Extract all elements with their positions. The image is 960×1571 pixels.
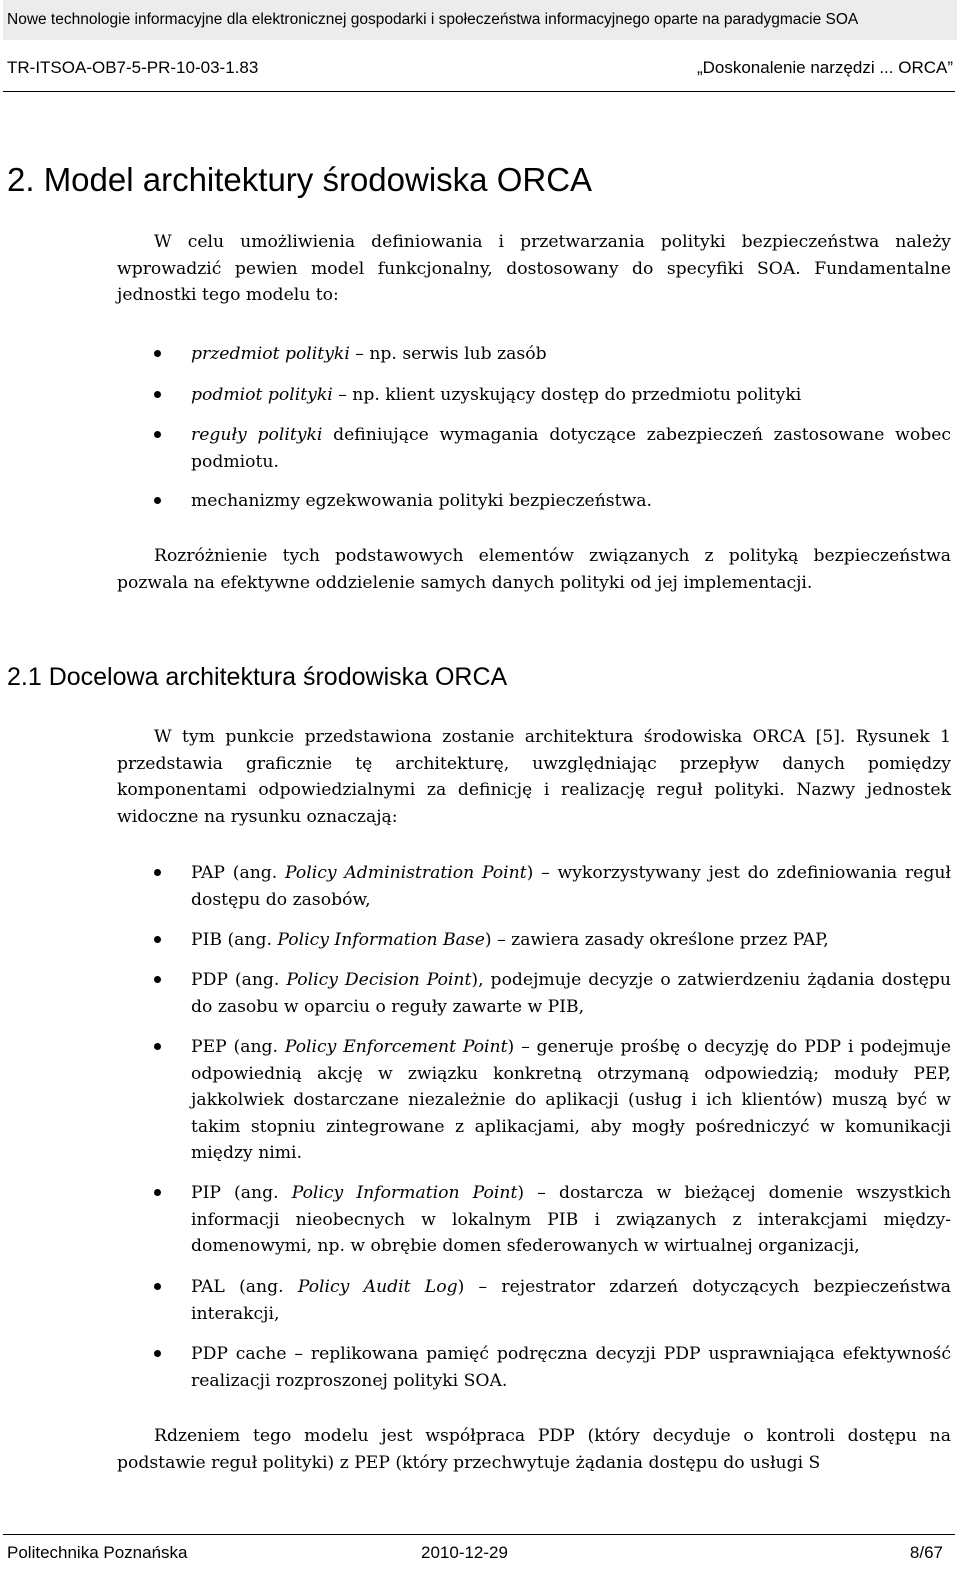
- unit-desc: – np. klient uzyskujący dostęp do przedmiotu polityki: [332, 385, 802, 405]
- document-page: Nowe technologie informacyjne dla elektronicznej gospodarki i społeczeństwa informacyjnego oparte na paradygmacie SOA TR-ITSOA-OB7-5-PR-10-03-1.83 „Doskonalenie narzędzi ... ORCA” 2. Model architektury środowiska ORCA W celu umożliwienia definiowania i przetwarzania polityki bezpieczeństwa należy wprowadzić pewien model funkcjonalny, dostosowany do specyfiki SOA. Fundamentalne jednostki tego modelu to: przedmiot polityki – np. serwis lub zasób podmiot polityki – np. klient uzyskujący dostęp do przedmiotu polityki reguły polityki definiujące wymagania dotyczące zabezpieczeń zastosowane wobec podmiotu. mechanizmy egzekwowania polityki bezpieczeństwa. Rozróżnienie tych podstawowych elementów związanych z polityką bezpieczeństwa pozwala na efektywne oddzielenie samych danych polityki od jej implementacji. 2.1 Docelowa architektura środowiska ORCA W tym punkcie przedstawiona zostanie architektura środowiska ORCA [5]. Rysunek 1 przedstawia graficznie tę architekturę, uwzględniając przepływ danych pomiędzy komponentami odpowiedzialnymi za definicję i realizację reguł polityki. Nazwy jednostek widoczne na rysunku oznaczają: PAP (ang. Policy Administration Point) – wykorzystywany jest do zdefiniowania reguł dostępu do zasobów, PIB (ang. Policy Information Base) – zawiera zasady określone przez PAP, PDP (ang. Policy Decision Point), podejmuje decyzje o zatwierdzeniu żądania dostępu do zasobu w oparciu o reguły zawarte w PIB, PEP (ang. Policy Enforcement Point) – generuje prośbę o decyzję do PDP i podejmuje odpowiednią akcję w związku konkretną otrzymaną odpowiedzią; moduły PEP, jakkolwiek dostarczane niezależnie do aplikacji (usług i ich klientów) muszą być w takim stopniu zintegrowane z aplikacjami, aby mogły pośredniczyć w komunikacji między nimi. PIP (ang. Policy Information Point) – dostarcza w bieżącej domenie wszystkich informacji nieobecnych w lokalnym PIB i związanych z interakcjami między-domenowymi, np. w obrębie domen sfederowanych w wirtualnej organizacji, PAL (ang. Policy Audit Log) – rejestrator zdarzeń dotyczących bezpieczeństwa interakcji, PDP cache – replikowana pamięć podręczna decyzji PDP usprawniająca efektywność realizacji rozproszonej polityki SOA. Rdzeniem tego modelu jest współpraca PDP (który decyduje o kontroli dostępu na podstawie reguł polityki) z PEP (który przechwytuje żądania dostępu do usługi S Politechnika Poznańska 2010-12-29 8/67: [0, 0, 960, 1571]
- section-summary: Rozróżnienie tych podstawowych elementów związanych z polityką bezpieczeństwa pozwala na efektywne oddzielenie samych danych polityki od jej implementacji.: [117, 546, 951, 593]
- bullet-icon: [154, 431, 161, 438]
- bullet-icon: [154, 391, 161, 398]
- bullet-icon: [154, 1043, 161, 1050]
- unit-term: przedmiot polityki: [191, 344, 350, 364]
- header-series: Nowe technologie informacyjne dla elektronicznej gospodarki i społeczeństwa informacyjnego oparte na paradygmacie SOA: [7, 11, 859, 28]
- closing-paragraph: Rdzeniem tego modelu jest współpraca PDP (który decyduje o kontroli dostępu na podstawie reguł polityki) z PEP (który przechwytuje żądania dostępu do usługi S: [117, 1426, 951, 1473]
- bullet-icon: [154, 869, 161, 876]
- footer-page-number: 8/67: [909, 1543, 943, 1562]
- bullet-icon: [154, 497, 161, 504]
- unit-desc: mechanizmy egzekwowania polityki bezpieczeństwa.: [191, 491, 652, 511]
- footer-institution: Politechnika Poznańska: [7, 1543, 188, 1562]
- footer: [3, 1538, 953, 1568]
- bullet-icon: [154, 350, 161, 357]
- header-series-band: [3, 0, 957, 40]
- bullet-icon: [154, 976, 161, 983]
- unit-desc: – np. serwis lub zasób: [349, 344, 547, 364]
- section-intro: W celu umożliwienia definiowania i przetwarzania polityki bezpieczeństwa należy wprowadzić pewien model funkcjonalny, dostosowany do specyfiki SOA. Fundamentalne jednostki tego modelu to:: [117, 232, 951, 305]
- section-title: 2. Model architektury środowiska ORCA: [7, 161, 593, 198]
- bullet-icon: [154, 1189, 161, 1196]
- subsection-title: 2.1 Docelowa architektura środowiska ORCA: [7, 663, 508, 691]
- bullet-icon: [154, 936, 161, 943]
- header-meta: [3, 48, 953, 88]
- header-doc-title: „Doskonalenie narzędzi ... ORCA”: [696, 58, 953, 77]
- footer-divider: [3, 1534, 955, 1535]
- subsection-intro: W tym punkcie przedstawiona zostanie architektura środowiska ORCA [5]. Rysunek 1 przedstawia graficznie tę architekturę, uwzględniając przepływ danych pomiędzy komponentami odpowiedzialnymi za definicję i realizację reguł polityki. Nazwy jednostek widoczne na rysunku oznaczają:: [117, 727, 951, 827]
- unit-term: podmiot polityki: [191, 385, 333, 405]
- footer-date: 2010-12-29: [421, 1543, 508, 1562]
- header-doc-id: TR-ITSOA-OB7-5-PR-10-03-1.83: [7, 58, 259, 77]
- header-divider: [3, 91, 955, 92]
- bullet-icon: [154, 1350, 161, 1357]
- unit-desc: definiujące wymagania dotyczące zabezpieczeń zastosowane wobec podmiotu.: [191, 425, 951, 472]
- unit-term: reguły polityki: [191, 425, 323, 445]
- bullet-icon: [154, 1283, 161, 1290]
